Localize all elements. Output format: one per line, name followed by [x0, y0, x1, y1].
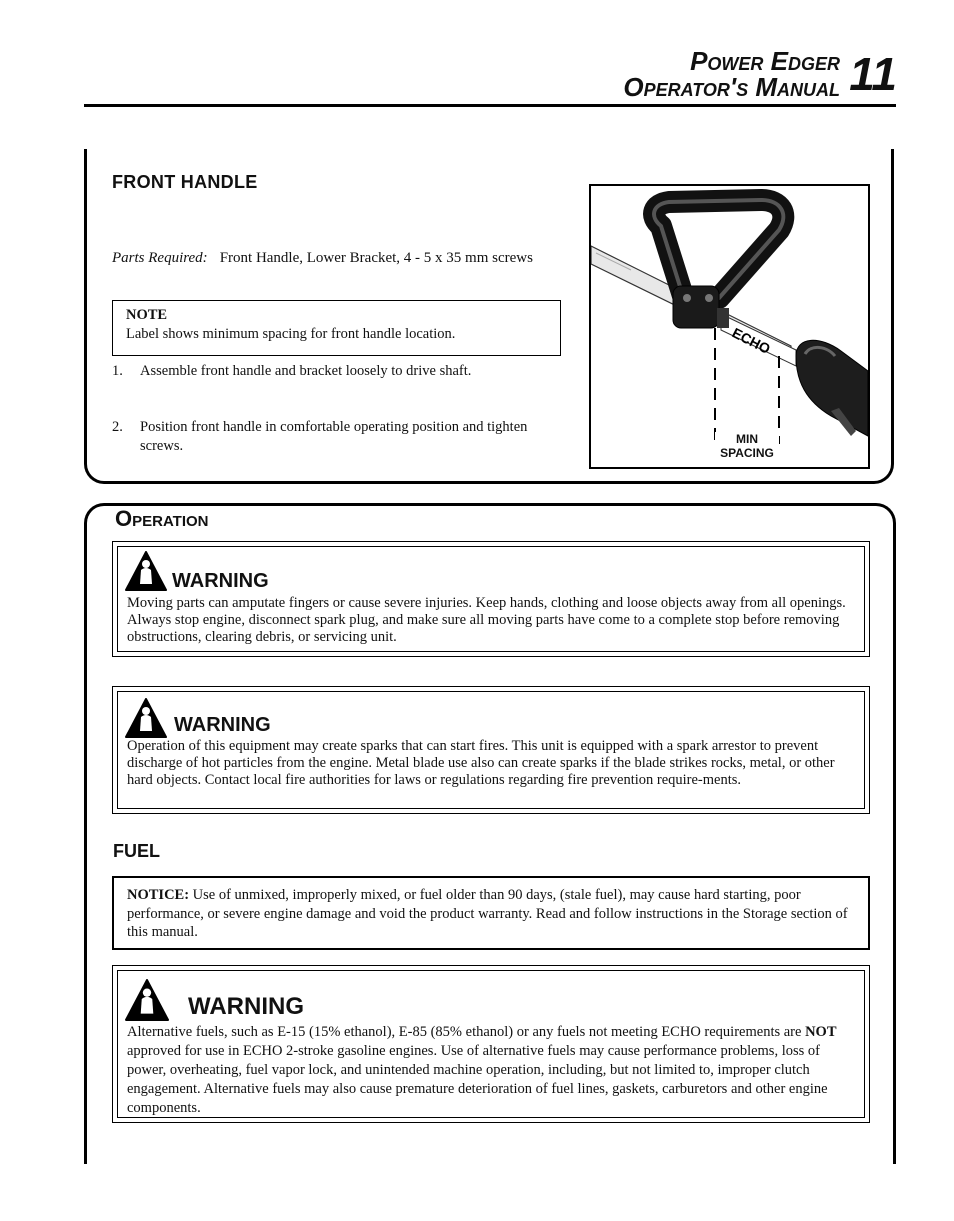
page-number: 11 [849, 48, 897, 100]
warning-title: WARNING [188, 993, 304, 1020]
warning-text: Moving parts can amputate fingers or cause severe injuries. Keep hands, clothing and loose objects away from all openings. Always stop engine, disconnect spark plug, and make sure all moving parts have come to a complete stop before removing obstructions, clearing debris, or servicing unit. [127, 595, 846, 645]
note-title: NOTE [126, 307, 168, 323]
step-text: Position front handle in comfortable operating position and tighten screws. [140, 419, 528, 454]
note-text: Label shows minimum spacing for front handle location. [126, 326, 456, 342]
warning-text-part2: approved for use in ECHO 2-stroke gasoline engines. Use of alternative fuels may cause performance problems, loss of power, overheating, fuel vapor lock, and unintended machine operation, including, but not limited to, improper clutch engagement. Alternative fuels may also cause premature deterioration of fuel lines, gaskets, carburetors and other engine components. [127, 1043, 828, 1116]
step-2 [112, 418, 562, 458]
min-spacing-label-line1: MIN [736, 432, 758, 446]
warning-title: WARNING [174, 714, 271, 736]
warning-title: WARNING [172, 570, 269, 592]
header-rule [84, 104, 896, 107]
fuel-notice-box [112, 876, 870, 950]
warning-box-moving-parts [112, 541, 870, 657]
manual-title-line2: Operator's Manual [623, 72, 840, 102]
parts-required-label: Parts Required: [112, 250, 208, 266]
warning-text-part1: Alternative fuels, such as E-15 (15% ethanol), E-85 (85% ethanol) or any fuels not meeting ECHO requirements are [127, 1024, 806, 1040]
step-1 [112, 362, 562, 382]
notice-label: NOTICE: [127, 887, 190, 903]
warning-text [127, 1023, 855, 1118]
front-handle-figure [589, 184, 870, 469]
step-text: Assemble front handle and bracket loosely to drive shaft. [140, 363, 472, 379]
parts-required-value: Front Handle, Lower Bracket, 4 - 5 x 35 mm screws [219, 250, 533, 266]
shaft-brand-label: ECHO [729, 324, 773, 358]
operation-heading-text: Operation [115, 506, 209, 531]
note-box [112, 300, 561, 356]
warning-triangle-icon [125, 551, 167, 591]
manual-title-line1: Power Edger [690, 46, 840, 76]
warning-box-sparks [112, 686, 870, 814]
front-handle-heading: FRONT HANDLE [112, 172, 258, 192]
step-number: 2. [112, 419, 123, 435]
warning-box-alternative-fuels [112, 965, 870, 1123]
step-number: 1. [112, 363, 123, 379]
parts-required [112, 250, 533, 267]
fuel-heading: FUEL [113, 841, 160, 861]
warning-text-emphasis: NOT [805, 1024, 837, 1040]
front-handle-illustration [591, 186, 868, 467]
warning-text: Operation of this equipment may create sparks that can start fires. This unit is equipped with a spark arrestor to prevent discharge of hot particles from the engine. Metal blade use also can create sparks if the blade strikes rocks, metal, or other hard objects. Contact local fire authorities for laws or regulations regarding fire prevention require-ments. [127, 738, 835, 788]
notice-text: Use of unmixed, improperly mixed, or fuel older than 90 days, (stale fuel), may cause hard starting, poor performance, or severe engine damage and void the product warranty. Read and follow instructions in the Storage section of this manual. [127, 887, 848, 940]
warning-triangle-icon [125, 979, 169, 1021]
min-spacing-label [715, 432, 779, 460]
operation-heading [115, 506, 209, 532]
warning-triangle-icon [125, 698, 167, 738]
min-spacing-label-line2: SPACING [720, 446, 774, 460]
